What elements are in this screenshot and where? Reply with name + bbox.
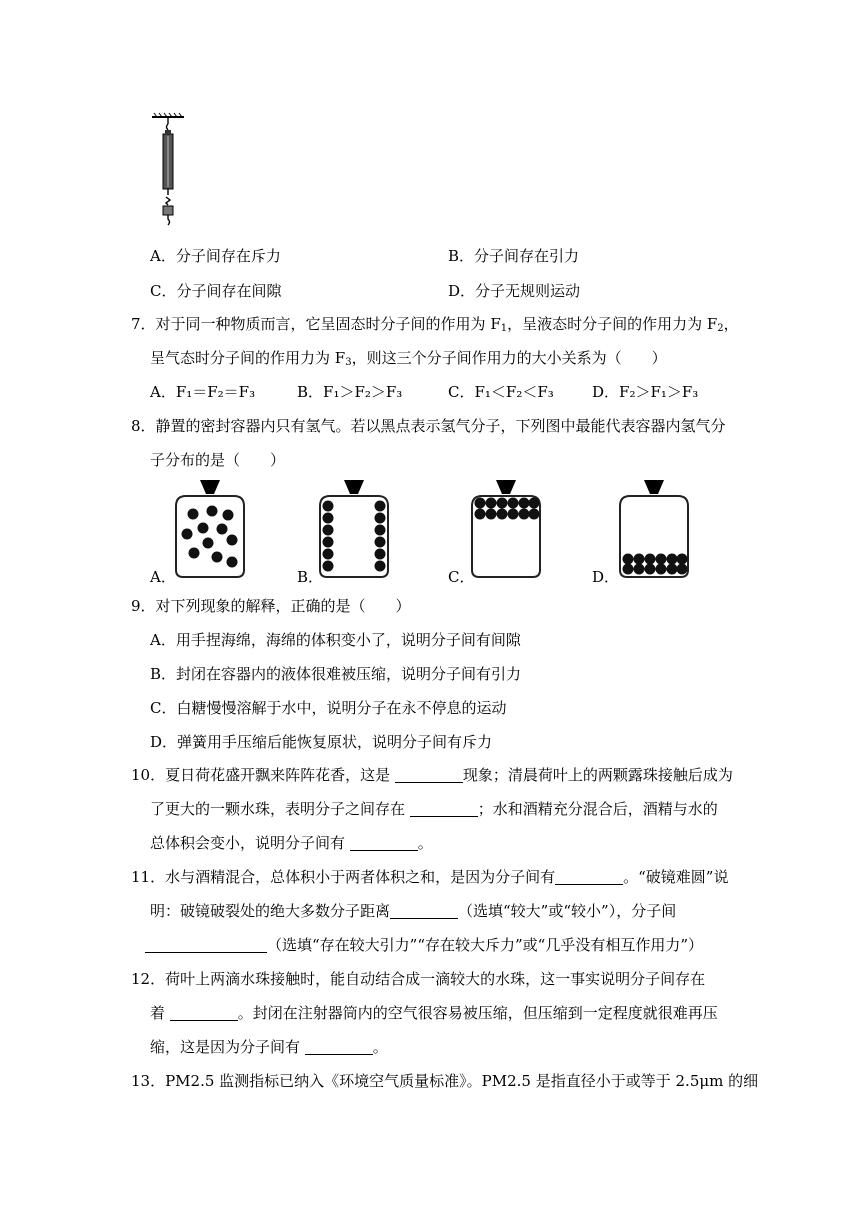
q10-line2: 了更大的一颗水珠，表明分子之间存在 ；水和酒精充分混合后，酒精与水的: [150, 800, 718, 818]
q12-line2: 着 。封闭在注射器筒内的空气很容易被压缩，但压缩到一定程度就很难再压: [150, 1004, 718, 1022]
jar-b-label: B．: [297, 568, 324, 586]
jar-d-figure: [616, 478, 692, 580]
q10-blank-2[interactable]: [410, 800, 478, 817]
q12-blank-2[interactable]: [305, 1038, 373, 1055]
jar-c-label: C．: [448, 568, 475, 586]
q11-line1: 11．水与酒精混合，总体积小于两者体积之和，是因为分子间有 。“破镜难圆”说: [131, 868, 729, 886]
q8-stem-line2: 子分布的是（ ）: [150, 451, 286, 469]
q11-line3: （选填“存在较大引力”“存在较大斥力”或“几乎没有相互作用力”）: [145, 935, 703, 955]
q12-blank-1[interactable]: [170, 1004, 238, 1021]
jar-a-label: A．: [150, 568, 176, 586]
q6-option-a: A．分子间存在斥力: [150, 247, 281, 265]
q12-line3: 缩，这是因为分子间有 。: [150, 1038, 388, 1056]
jar-a-figure: [172, 478, 248, 580]
q7-option-d: D．F₂＞F₁＞F₃: [592, 383, 699, 401]
jar-b-figure: [316, 478, 392, 580]
q13-line1: 13．PM2.5 监测指标已纳入《环境空气质量标准》。PM2.5 是指直径小于或等于 2.5μm 的细: [131, 1072, 759, 1090]
q10-line3: 总体积会变小，说明分子间有 。: [150, 834, 433, 852]
q9-option-d: D．弹簧用手压缩后能恢复原状，说明分子间有斥力: [150, 733, 493, 751]
spring-scale-figure: [148, 112, 188, 232]
q9-option-a: A．用手捏海绵，海绵的体积变小了，说明分子间有间隙: [150, 631, 521, 649]
q11-blank-1[interactable]: [555, 868, 623, 885]
q11-blank-3[interactable]: [145, 936, 267, 953]
q11-blank-2[interactable]: [390, 902, 458, 919]
q6-option-d: D．分子无规则运动: [448, 282, 581, 300]
q10-blank-3[interactable]: [350, 834, 418, 851]
q7-option-b: B．F₁＞F₂＞F₃: [297, 383, 403, 401]
q9-stem: 9．对下列现象的解释，正确的是（ ）: [131, 597, 411, 615]
q12-line1: 12．荷叶上两滴水珠接触时，能自动结合成一滴较大的水珠，这一事实说明分子间存在: [131, 970, 706, 988]
q10-line1: 10．夏日荷花盛开飘来阵阵花香，这是 现象；清晨荷叶上的两颗露珠接触后成为: [131, 766, 733, 784]
q6-option-c: C．分子间存在间隙: [150, 282, 282, 300]
jar-d-label: D．: [592, 568, 620, 586]
q7-option-c: C．F₁＜F₂＜F₃: [448, 383, 554, 401]
q10-blank-1[interactable]: [395, 766, 463, 783]
q8-stem-line1: 8．静置的密封容器内只有氢气。若以黑点表示氢气分子，下列图中最能代表容器内氢气分: [131, 417, 726, 435]
q7-stem-line2: 呈气态时分子间的作用力为 $F_3$，则这三个分子间作用力的大小关系为（ ）: [150, 349, 667, 368]
jar-c-figure: [468, 478, 544, 580]
q11-line2: 明：破镜破裂处的绝大多数分子距离 （选填“较大”或“较小”），分子间: [150, 902, 677, 920]
q7-stem-line1: 7．对于同一种物质而言，它呈固态时分子间的作用为 $F_1$，呈液态时分子间的作用力为 $F_2$，: [131, 315, 739, 334]
q6-option-b: B．分子间存在引力: [448, 247, 580, 265]
q9-option-c: C．白糖慢慢溶解于水中，说明分子在永不停息的运动: [150, 699, 507, 717]
q9-option-b: B．封闭在容器内的液体很难被压缩，说明分子间有引力: [150, 665, 522, 683]
q7-option-a: A．F₁＝F₂＝F₃: [150, 383, 256, 401]
